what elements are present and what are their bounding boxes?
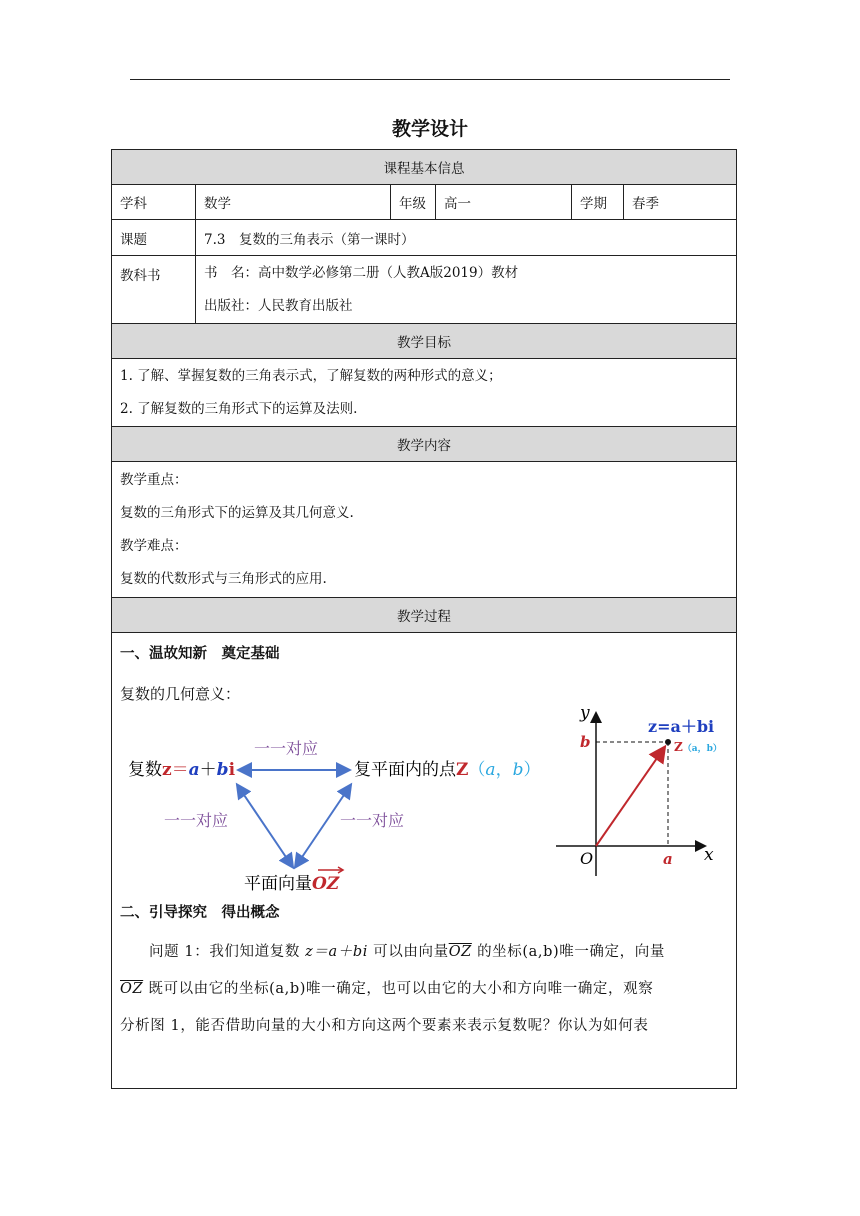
geometric-meaning-label: 复数的几何意义： — [120, 685, 241, 703]
question-1-line-2: $\overline{OZ}$ 既可以由它的坐标(a,b)唯一确定，也可以由它的大小和方向唯一确定，观察 — [120, 981, 654, 997]
question-1-line-3: 分析图 1，能否借助向量的大小和方向这两个要素来表示复数呢？你认为如何表 — [120, 1018, 649, 1034]
question-1-line-1: 问题 1：我们知道复数 z＝a＋bi 可以由向量$\overline{OZ}$ 的坐标(a,b)唯一确定，向量 — [149, 944, 665, 960]
term-value: 春季 — [632, 196, 659, 212]
z-point-label: Z（a，b） — [674, 740, 722, 754]
corr-top-label: 一一对应 — [254, 739, 319, 758]
corr-left-label: 一一对应 — [164, 811, 229, 830]
difficult-point-label: 教学难点： — [120, 537, 188, 554]
subject-value: 数学 — [196, 185, 391, 219]
key-point-label: 教学重点： — [120, 471, 188, 488]
difficult-point-text: 复数的代数形式与三角形式的应用. — [120, 570, 327, 587]
subject-row — [112, 185, 736, 220]
document-title: 教学设计 — [391, 118, 468, 140]
key-point-text: 复数的三角形式下的运算及其几何意义. — [120, 504, 354, 521]
origin-label: O — [580, 849, 594, 868]
left-arrow — [238, 786, 292, 866]
y-axis-label: y — [580, 704, 590, 723]
textbook-publisher: 出版社：人民教育出版社 — [204, 297, 353, 314]
complex-plane-graph — [552, 704, 732, 894]
topic-row — [112, 220, 736, 256]
objectives-header-text: 教学目标 — [397, 335, 451, 351]
lesson-design-table — [111, 149, 737, 1089]
content-body — [112, 462, 736, 598]
vector-label: 平面向量OZ — [244, 874, 340, 894]
textbook-name: 书 名：高中数学必修第二册（人教A版2019）教材 — [204, 264, 519, 281]
corr-right-label: 一一对应 — [340, 811, 405, 830]
point-label: 复平面内的点Z（a，b） — [354, 760, 541, 780]
complex-number-label: 复数z＝a＋bi — [128, 760, 236, 780]
content-header-text: 教学内容 — [397, 438, 451, 454]
diagram-area — [112, 704, 736, 894]
objectives-header — [112, 324, 736, 359]
process-header — [112, 598, 736, 633]
grade-value: 高一 — [436, 185, 572, 219]
objective-item-2: 2. 了解复数的三角形式下的运算及法则. — [120, 400, 358, 417]
grade-label: 年级 — [391, 185, 436, 219]
topic-label: 课题 — [112, 220, 196, 255]
textbook-row — [112, 256, 736, 324]
process-body — [112, 633, 736, 1088]
textbook-value — [196, 256, 736, 323]
a-tick-label: a — [663, 850, 673, 868]
objectives-body — [112, 359, 736, 427]
term-label: 学期 — [572, 185, 624, 219]
topic-value: 7.3 复数的三角表示（第一课时） — [204, 231, 415, 248]
section-2-heading: 二、引导探究 得出概念 — [120, 905, 280, 921]
header-rule — [130, 79, 730, 80]
correspondence-diagram — [112, 704, 552, 894]
subject-label: 学科 — [112, 185, 196, 219]
section-1-heading: 一、温故知新 奠定基础 — [120, 646, 280, 662]
point-z — [665, 739, 671, 745]
process-header-text: 教学过程 — [397, 609, 451, 625]
x-axis-label: x — [704, 845, 714, 865]
z-equation-label: z=a＋bi — [648, 717, 715, 736]
oz-vector — [596, 748, 664, 846]
content-header — [112, 427, 736, 462]
objective-item-1: 1. 了解、掌握复数的三角表示式，了解复数的两种形式的意义； — [120, 367, 502, 384]
b-tick-label: b — [580, 733, 591, 751]
textbook-label: 教科书 — [112, 256, 196, 323]
basic-info-header-text: 课程基本信息 — [383, 161, 465, 177]
basic-info-header — [112, 150, 736, 185]
